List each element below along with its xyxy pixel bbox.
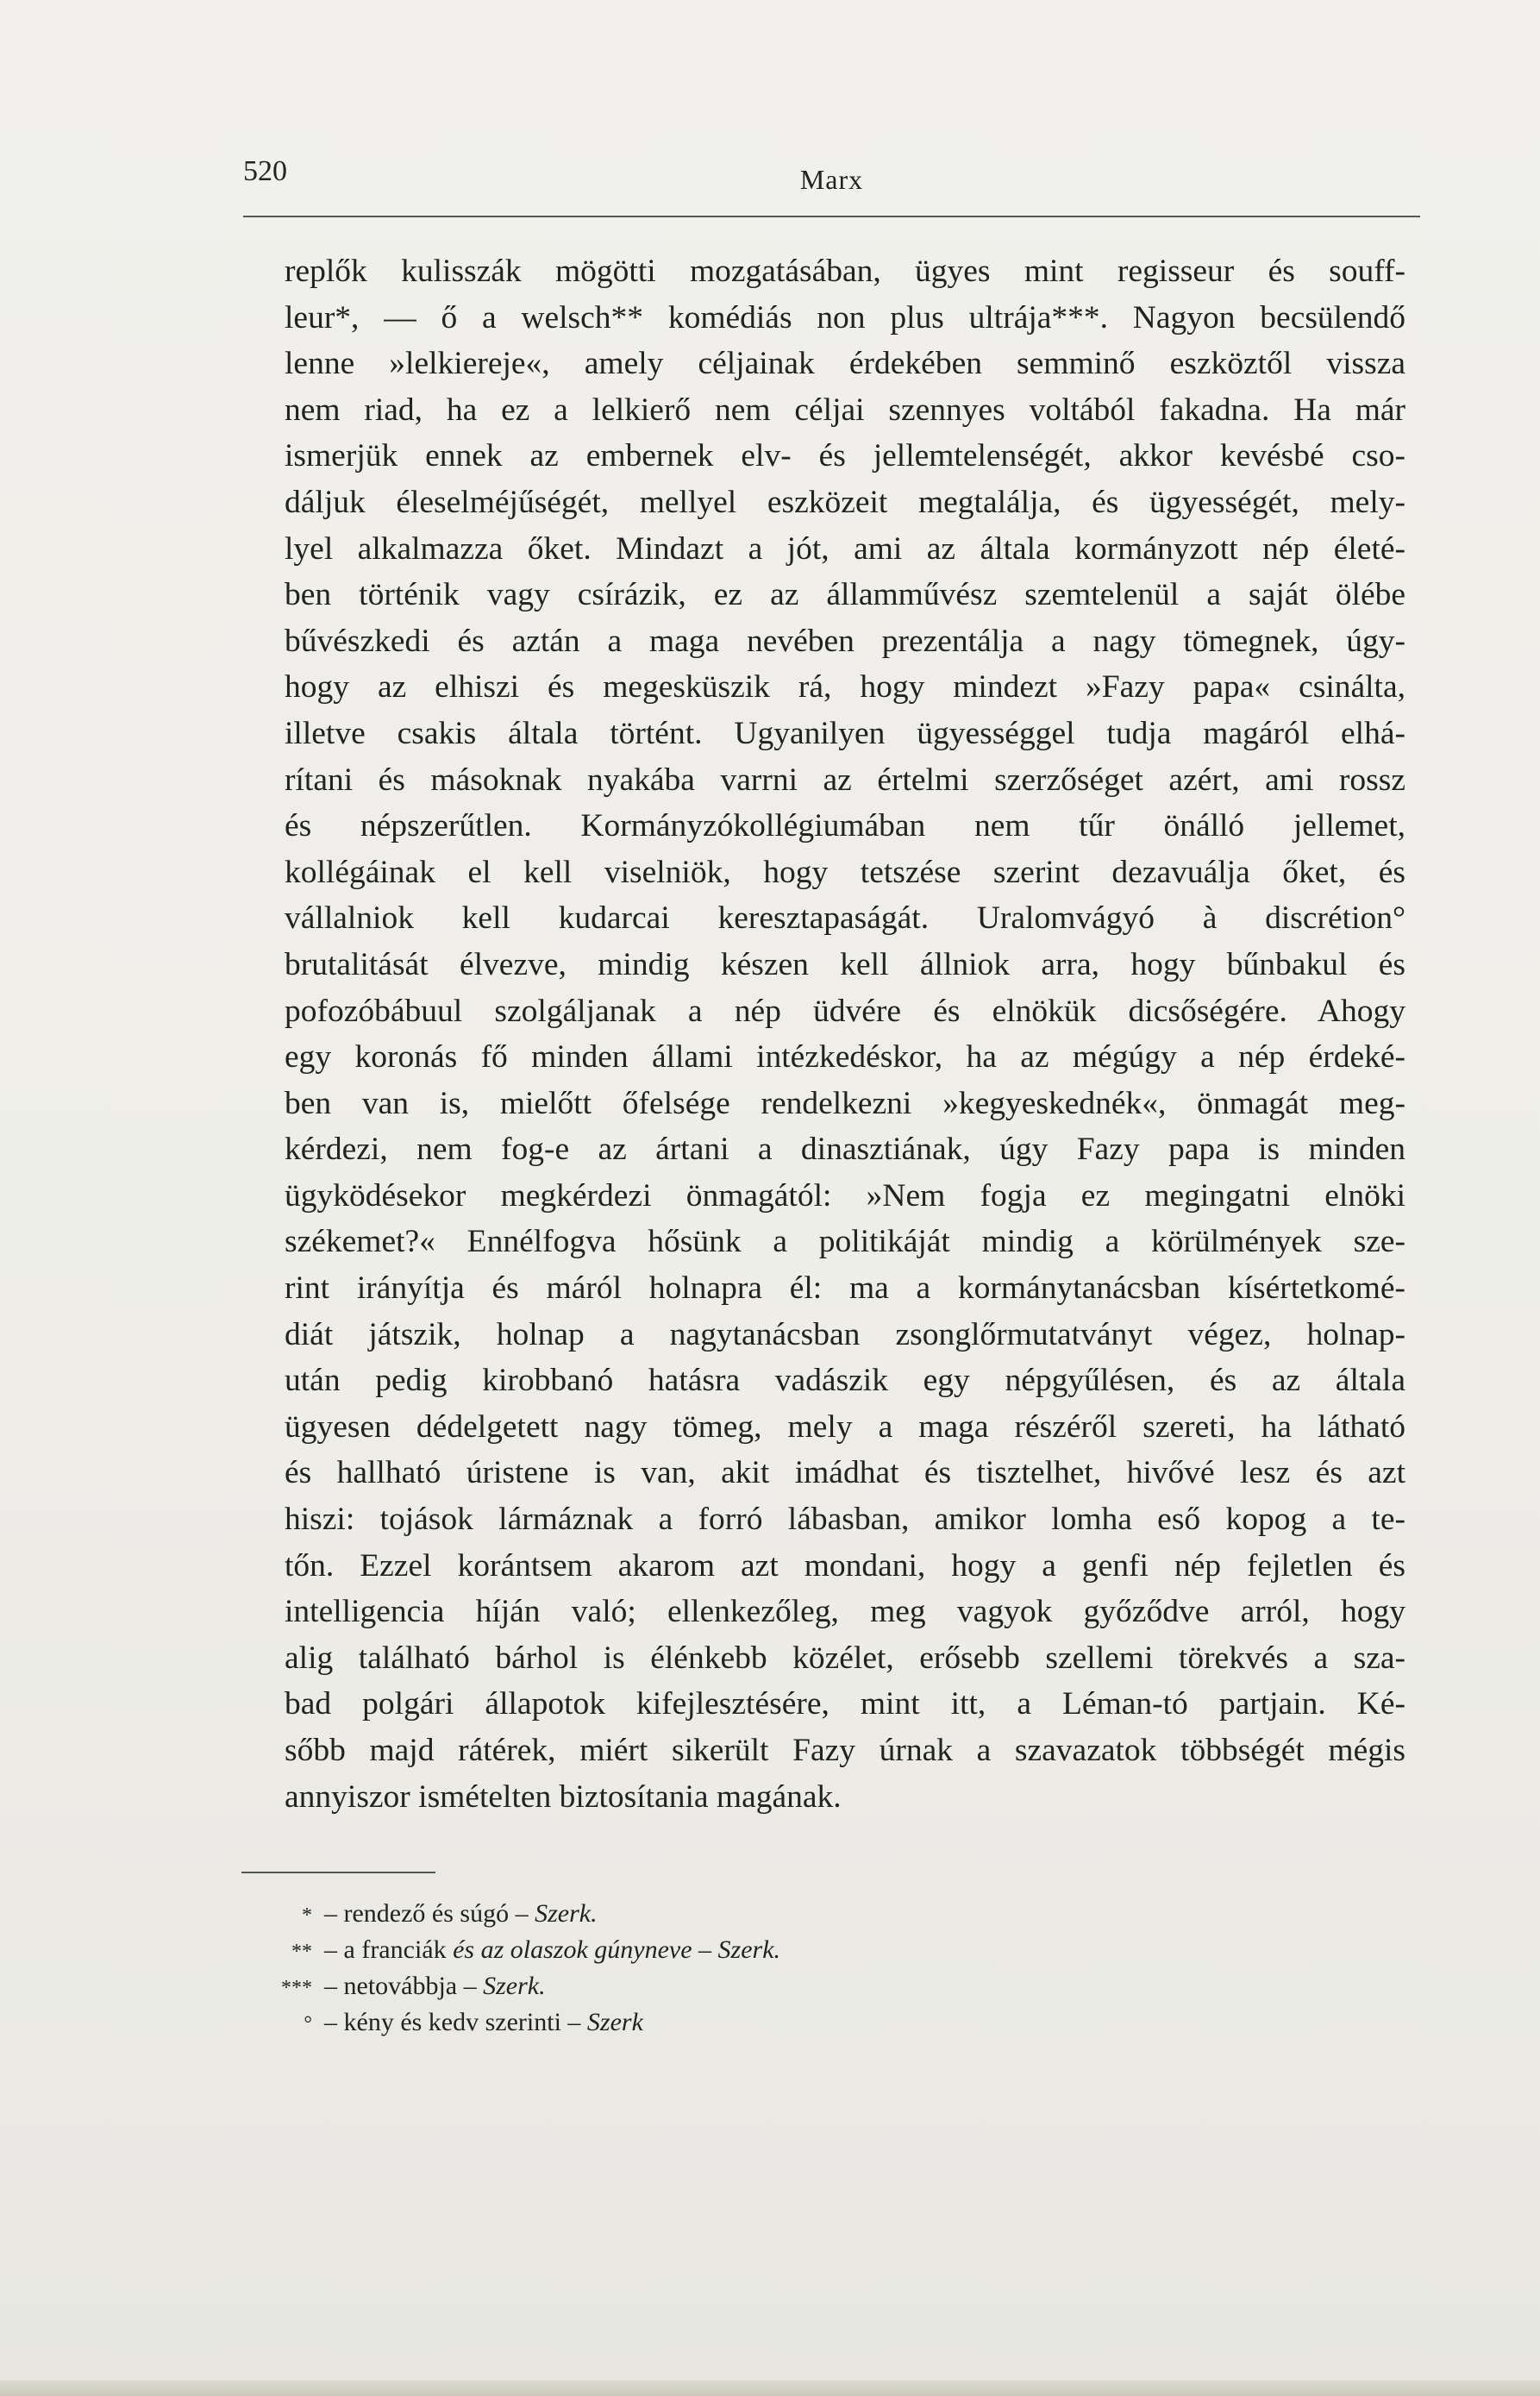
text-line: alig található bárhol is élénkebb közélet, erősebb szellemi törekvés a sza- [285, 1640, 1405, 1676]
page-number: 520 [243, 155, 287, 187]
footnote-text [324, 1896, 598, 1932]
text-line: sőbb majd rátérek, miért sikerült Fazy úrnak a szavazatok többségét mégis [285, 1733, 1405, 1768]
text-line: pofozóbábuul szolgáljanak a nép üdvére és elnökük dicsőségére. Ahogy [285, 993, 1405, 1029]
footnote-source: Szerk. [483, 1972, 546, 2000]
footnote-mark: * [302, 1904, 312, 1927]
text-line: replők kulisszák mögötti mozgatásában, ügyes mint regisseur és souff- [285, 254, 1405, 289]
text-line: vállalniok kell kudarcai keresztapaságát. Uralomvágyó à discrétion° [285, 900, 1405, 937]
text-line: ben történik vagy csírázik, ez az államművész szemtelenül a saját ölébe [285, 577, 1405, 613]
text-line: diát játszik, holnap a nagytanácsban zsonglőrmutatványt végez, holnap- [285, 1316, 1405, 1352]
footnotes [241, 1896, 1017, 2041]
footnote-mark: *** [281, 1977, 312, 1999]
page-edge [0, 2380, 1540, 2396]
footnote-text [324, 1932, 780, 1968]
text-line: ben van is, mielőtt őfelsége rendelkezni »kegyeskednék«, önmagát meg- [285, 1085, 1405, 1121]
footnote-text [324, 1968, 546, 2004]
text-line: ismerjük ennek az embernek elv- és jellemtelenségét, akkor kevésbé cso- [285, 438, 1405, 474]
text-line: és népszerűtlen. Kormányzókollégiumában nem tűr önálló jellemet, [285, 808, 1405, 844]
body-text [285, 248, 1405, 1820]
text-line: kollégáinak el kell viselniök, hogy tetszése szerint dezavuálja őket, és [285, 854, 1405, 890]
text-line: hogy az elhiszi és megesküszik rá, hogy mindezt »Fazy papa« csinálta, [285, 669, 1405, 706]
footnote-body: franciák [361, 1935, 454, 1964]
text-line: rint irányítja és máról holnapra él: ma a kormánytanácsban kísértetkomé- [285, 1270, 1405, 1307]
running-head: Marx [799, 164, 864, 195]
footnote [241, 1896, 1017, 1932]
footnote-body-italic: és az olaszok gúnyneve [453, 1935, 692, 1964]
footnote-source: Szerk. [535, 1899, 598, 1928]
text-line: ügyködésekor megkérdezi önmagától: »Nem fogja ez megingatni elnöki [285, 1177, 1405, 1214]
footnote-divider [241, 1872, 435, 1873]
text-line: lyel alkalmazza őket. Mindazt a jót, ami az általa kormányzott nép életé- [285, 530, 1405, 567]
text-line: bad polgári állapotok kifejlesztésére, mint itt, a Léman-tó partjain. Ké- [285, 1686, 1405, 1722]
footnote-body: – a [324, 1935, 362, 1964]
footnote-body: – rendező és súgó – [324, 1899, 535, 1928]
footnote-mark: ** [291, 1941, 312, 1963]
footnote-body: – netovábbja – [324, 1972, 484, 2000]
footnote-text [324, 2004, 643, 2041]
footnote [241, 2004, 1017, 2041]
text-line: egy koronás fő minden állami intézkedéskor, ha az mégúgy a nép érdeké- [285, 1039, 1405, 1076]
text-line: leur*, — ő a welsch** komédiás non plus ultrája***. Nagyon becsülendő [285, 299, 1405, 336]
text-line: kérdezi, nem fog-e az ártani a dinasztiának, úgy Fazy papa is minden [285, 1132, 1405, 1168]
text-line: lenne »lelkiereje«, amely céljainak érdekében semminő eszköztől vissza [285, 346, 1405, 382]
text-line: tőn. Ezzel korántsem akarom azt mondani, hogy a genfi nép fejletlen és [285, 1547, 1405, 1584]
text-line: intelligencia híján való; ellenkezőleg, meg vagyok győződve arról, hogy [285, 1594, 1405, 1630]
text-line: bűvészkedi és aztán a maga nevében prezentálja a nagy tömegnek, úgy- [285, 623, 1405, 659]
text-line: rítani és másoknak nyakába varrni az értelmi szerzőséget azért, ami rossz [285, 762, 1405, 798]
text-line: dáljuk éleselméjűségét, mellyel eszközeit megtalálja, és ügyességét, mely- [285, 484, 1405, 520]
footnote-source: Szerk. [717, 1935, 781, 1964]
footnote-body: – kény és kedv szerinti – [324, 2008, 587, 2036]
footnote-separator: – [692, 1935, 718, 1964]
footnote-source: Szerk [586, 2008, 643, 2036]
page-header [243, 155, 1420, 217]
text-line: brutalitását élvezve, mindig készen kell állniok arra, hogy bűnbakul és [285, 946, 1405, 982]
text-line: székemet?« Ennélfogva hősünk a politikáját mindig a körülmények sze- [285, 1224, 1405, 1260]
text-line: ügyesen dédelgetett nagy tömeg, mely a maga részéről szereti, ha látható [285, 1408, 1405, 1445]
footnote-mark: ° [304, 2013, 312, 2035]
text-line: nem riad, ha ez a lelkierő nem céljai szennyes voltából fakadna. Ha már [285, 392, 1405, 428]
text-line: annyiszor ismételten biztosítania magának. [285, 1778, 842, 1815]
text-line: illetve csakis általa történt. Ugyanilyen ügyességgel tudja magáról elhá- [285, 715, 1405, 751]
footnote [241, 1968, 1017, 2004]
text-line: után pedig kirobbanó hatásra vadászik egy népgyűlésen, és az általa [285, 1363, 1405, 1399]
text-line: és hallható úristene is van, akit imádhat és tisztelhet, hivővé lesz és azt [285, 1455, 1405, 1491]
text-line: hiszi: tojások lármáznak a forró lábasban, amikor lomha eső kopog a te- [285, 1502, 1405, 1538]
footnote [241, 1932, 1017, 1968]
